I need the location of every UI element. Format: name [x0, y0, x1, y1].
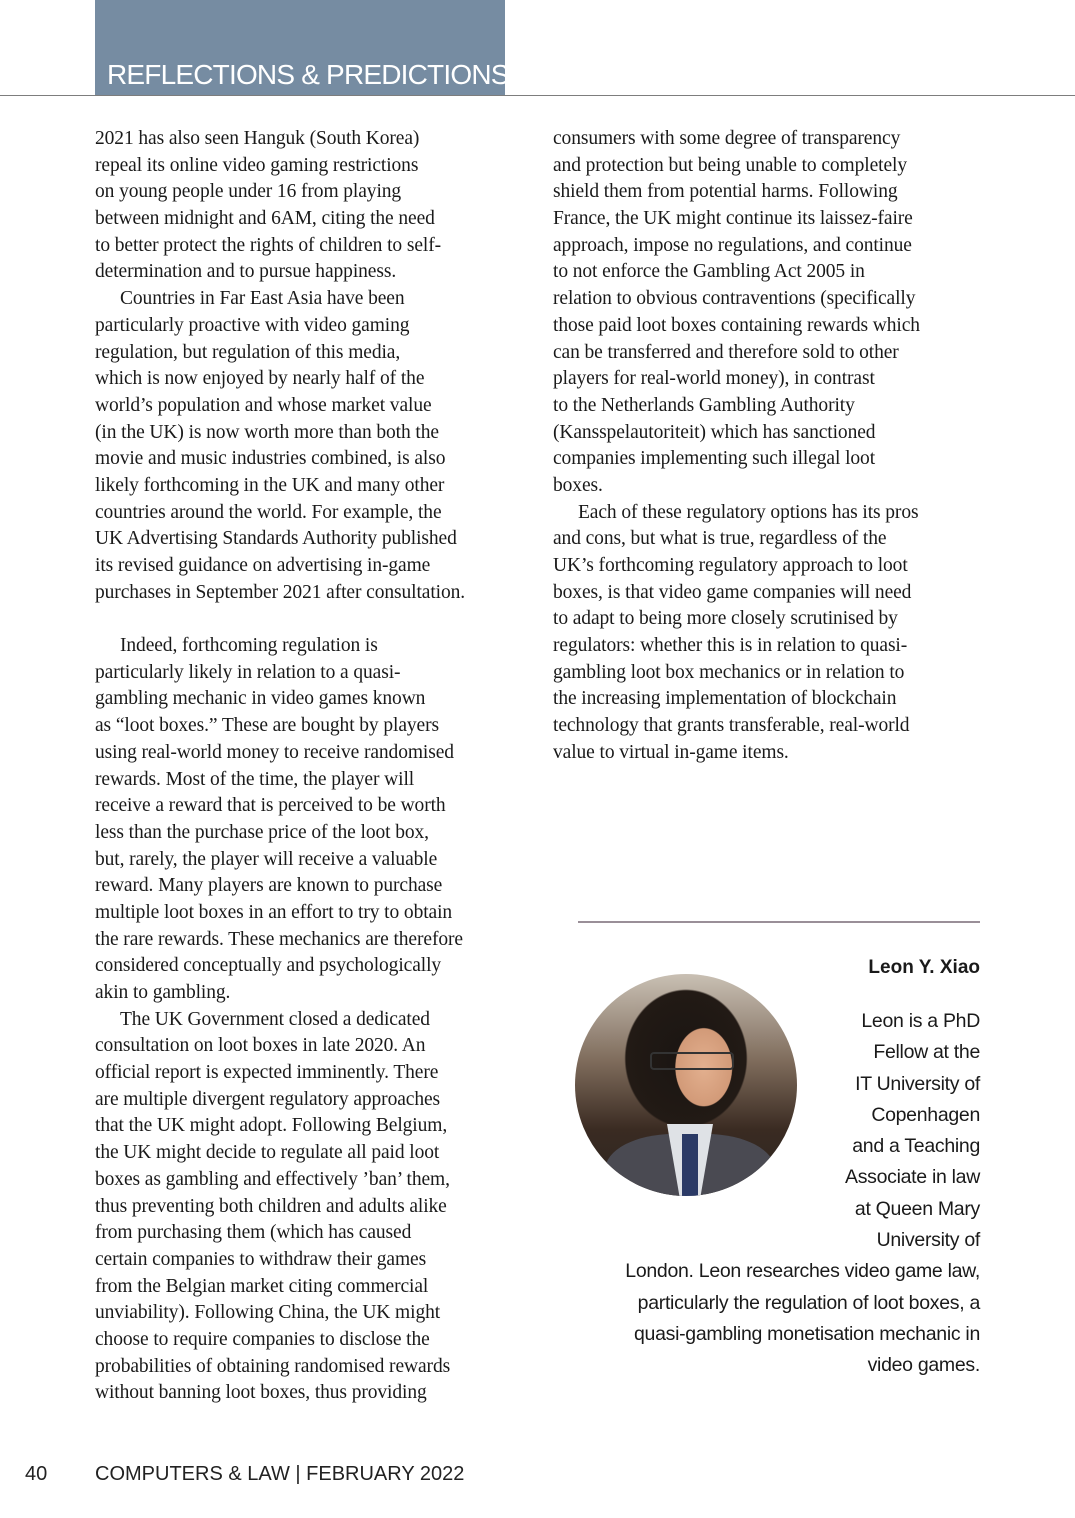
text-line: and protection but being unable to completely: [553, 154, 907, 176]
text-line: UK’s forthcoming regulatory approach to loot: [553, 555, 908, 576]
text-line: and cons, but what is true, regardless of the: [553, 528, 887, 550]
text-line: London. Leon researches video game law,: [625, 1260, 980, 1283]
text-line: Each of these regulatory options has its pros: [578, 501, 919, 523]
text-line: from the Belgian market citing commercial: [95, 1275, 429, 1297]
text-line: official report is expected imminently. There: [95, 1062, 439, 1084]
text-line: IT University of: [855, 1072, 980, 1095]
text-line: boxes as gambling and effectively ’ban’ them,: [95, 1168, 450, 1190]
text-line: probabilities of obtaining randomised rewards: [95, 1355, 451, 1377]
text-line: relation to obvious contraventions (specifically: [553, 288, 916, 310]
text-line: Copenhagen: [871, 1103, 980, 1126]
text-line: shield them from potential harms. Following: [553, 181, 898, 203]
text-line: to better protect the rights of children to self-: [95, 234, 441, 256]
text-line: regulation, but regulation of this media,: [95, 341, 401, 363]
text-line: less than the purchase price of the loot box,: [95, 821, 429, 843]
section-title: REFLECTIONS & PREDICTIONS: [107, 59, 509, 90]
text-line: (Kansspelautoriteit) which has sanctioned: [553, 421, 876, 443]
text-line: from purchasing them (which has caused: [95, 1222, 412, 1244]
author-name: Leon Y. Xiao: [868, 957, 980, 978]
text-line: gambling mechanic in video games known: [95, 688, 426, 710]
text-line: regulators: whether this is in relation to quasi-: [553, 635, 908, 657]
text-line: choose to require companies to disclose the: [95, 1328, 430, 1350]
text-line: without banning loot boxes, thus providing: [95, 1382, 427, 1404]
text-line: certain companies to withdraw their games: [95, 1248, 427, 1270]
author-bio-divider: [578, 921, 980, 923]
text-line: particularly the regulation of loot boxes, a: [637, 1291, 980, 1314]
text-line: its revised guidance on advertising in-game: [95, 555, 431, 576]
text-line: determination and to pursue happiness.: [95, 261, 397, 283]
text-line: considered conceptually and psychologically: [95, 955, 442, 977]
text-line: likely forthcoming in the UK and many other: [95, 474, 445, 496]
text-line: quasi-gambling monetisation mechanic in: [634, 1322, 980, 1345]
section-header: [95, 0, 509, 95]
text-line: particularly likely in relation to a quasi-: [95, 661, 401, 683]
text-line: unviability). Following China, the UK might: [95, 1302, 441, 1324]
publication-footer: COMPUTERS & LAW | FEBRUARY 2022: [95, 1463, 465, 1485]
text-line: at Queen Mary: [854, 1197, 980, 1220]
text-line: reward. Many players are known to purchase: [95, 875, 443, 897]
text-line: to not enforce the Gambling Act 2005 in: [553, 261, 865, 283]
text-line: akin to gambling.: [95, 982, 231, 1003]
text-line: rewards. Most of the time, the player will: [95, 768, 415, 790]
text-line: countries around the world. For example, the: [95, 501, 442, 523]
text-line: multiple loot boxes in an effort to try to obtain: [95, 901, 453, 923]
text-line: University of: [876, 1229, 980, 1252]
text-line: receive a reward that is perceived to be worth: [95, 795, 446, 817]
text-line: those paid loot boxes containing rewards which: [553, 314, 920, 336]
author-bio: [560, 1006, 980, 1382]
text-line: the rare rewards. These mechanics are therefore: [95, 928, 463, 950]
text-line: repeal its online video gaming restrictions: [95, 154, 419, 176]
text-line: the UK might decide to regulate all paid loot: [95, 1142, 440, 1164]
article-column-left: [95, 126, 525, 1407]
text-line: France, the UK might continue its laissez-faire: [553, 208, 913, 230]
text-line: Leon is a PhD: [861, 1010, 980, 1032]
text-line: can be transferred and therefore sold to other: [553, 341, 899, 363]
text-line: but, rarely, the player will receive a valuable: [95, 848, 438, 870]
text-line: boxes, is that video game companies will need: [553, 581, 912, 603]
text-line: boxes.: [553, 474, 603, 496]
text-line: particularly proactive with video gaming: [95, 314, 410, 336]
text-line: as “loot boxes.” These are bought by players: [95, 715, 439, 737]
text-line: to the Netherlands Gambling Authority: [553, 394, 855, 416]
page-number: 40: [25, 1463, 48, 1485]
text-line: movie and music industries combined, is also: [95, 448, 446, 470]
header-divider: [0, 95, 1075, 96]
text-line: video games.: [867, 1354, 980, 1377]
text-line: 2021 has also seen Hanguk (South Korea): [95, 128, 420, 149]
text-line: Countries in Far East Asia have been: [120, 288, 405, 310]
text-line: purchases in September 2021 after consultation.: [95, 581, 466, 603]
text-line: consumers with some degree of transparency: [553, 128, 901, 149]
text-line: thus preventing both children and adults alike: [95, 1195, 447, 1217]
text-line: which is now enjoyed by nearly half of the: [95, 368, 425, 390]
text-line: technology that grants transferable, real-world: [553, 715, 910, 737]
text-line: players for real-world money), in contrast: [553, 368, 875, 390]
text-line: [95, 606, 525, 633]
text-line: the increasing implementation of blockchain: [553, 688, 897, 710]
text-line: companies implementing such illegal loot: [553, 448, 876, 470]
text-line: are multiple divergent regulatory approaches: [95, 1088, 441, 1110]
text-line: Fellow at the: [873, 1041, 980, 1064]
text-line: between midnight and 6AM, citing the need: [95, 208, 435, 230]
text-line: gambling loot box mechanics or in relation to: [553, 661, 905, 683]
text-line: approach, impose no regulations, and continue: [553, 234, 912, 256]
text-line: on young people under 16 from playing: [95, 181, 402, 203]
text-line: using real-world money to receive randomised: [95, 741, 454, 763]
text-line: The UK Government closed a dedicated: [120, 1008, 430, 1030]
text-line: world’s population and whose market value: [95, 394, 432, 416]
text-line: (in the UK) is now worth more than both the: [95, 421, 439, 443]
text-line: Indeed, forthcoming regulation is: [120, 635, 378, 657]
text-line: and a Teaching: [852, 1135, 980, 1158]
text-line: consultation on loot boxes in late 2020. An: [95, 1035, 426, 1057]
text-line: that the UK might adopt. Following Belgium,: [95, 1115, 448, 1137]
text-line: to adapt to being more closely scrutinised by: [553, 608, 898, 630]
text-line: value to virtual in-game items.: [553, 741, 789, 763]
text-line: Associate in law: [844, 1166, 980, 1189]
text-line: UK Advertising Standards Authority published: [95, 528, 457, 550]
article-column-right: [553, 126, 983, 767]
